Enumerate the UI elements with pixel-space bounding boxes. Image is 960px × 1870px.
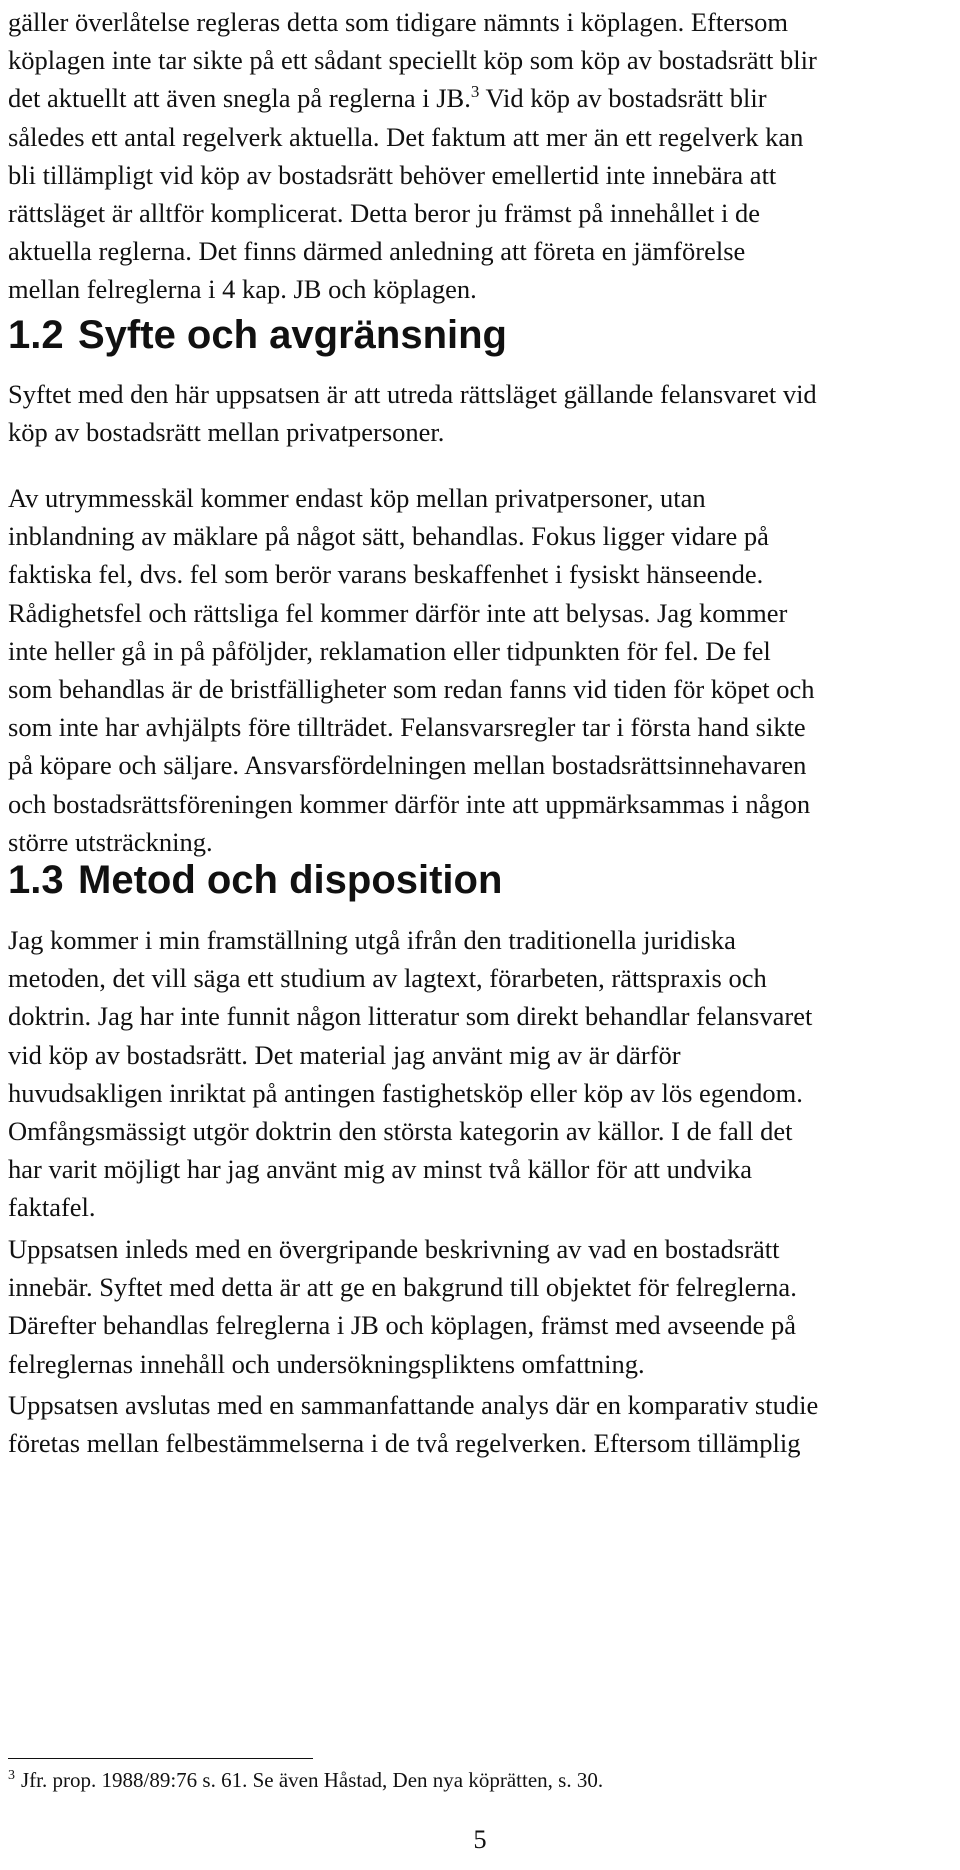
text-line: företas mellan felbestämmelserna i de två regelverken. Eftersom tillämplig (8, 1428, 801, 1459)
text-line: Jag kommer i min framställning utgå ifrån den traditionella juridiska (8, 925, 736, 955)
text-line: vid köp av bostadsrätt. Det material jag använt mig av är därför (8, 1039, 681, 1070)
text-line: köplagen inte tar sikte på ett sådant speciellt köp som köp av bostadsrätt blir (8, 45, 817, 76)
text-line: felreglernas innehåll och undersökningspliktens omfattning. (8, 1348, 645, 1379)
text-line: köp av bostadsrätt mellan privatpersoner. (8, 417, 445, 448)
text-line: faktiska fel, dvs. fel som berör varans beskaffenhet i fysiskt hänseende. (8, 559, 764, 590)
text-line: Därefter behandlas felreglerna i JB och köplagen, främst med avseende på (8, 1310, 797, 1341)
text-line: doktrin. Jag har inte funnit någon litteratur som direkt behandlar felansvaret (8, 1001, 813, 1032)
text-line: som inte har avhjälpts före tillträdet. Felansvarsregler tar i första hand sikte (8, 712, 806, 743)
text-line: Uppsatsen avslutas med en sammanfattande analys där en komparativ studie (8, 1390, 819, 1420)
section-1-2-paragraph-1 (8, 375, 952, 451)
intro-paragraph (8, 3, 952, 309)
footnote-reference[interactable]: 3 (470, 82, 480, 102)
text-line: bli tillämpligt vid köp av bostadsrätt behöver emellertid inte innebära att (8, 159, 777, 190)
page-number: 5 (473, 1824, 487, 1854)
text-line: som behandlas är de bristfälligheter som redan fanns vid tiden för köpet och (8, 674, 815, 705)
text-line: Uppsatsen inleds med en övergripande beskrivning av vad en bostadsrätt (8, 1234, 780, 1264)
text-line: större utsträckning. (8, 826, 213, 857)
text-line: på köpare och säljare. Ansvarsfördelningen mellan bostadsrättsinnehavaren (8, 750, 807, 781)
text-line: har varit möjligt har jag använt mig av minst två källor för att undvika (8, 1154, 753, 1185)
text-line: huvudsakligen inriktat på antingen fastighetsköp eller köp av lös egendom. (8, 1077, 803, 1108)
text-line: mellan felreglerna i 4 kap. JB och köplagen. (8, 274, 477, 305)
text-line: Omfångsmässigt utgör doktrin den största kategorin av källor. I de fall det (8, 1116, 793, 1147)
text-line: metoden, det vill säga ett studium av lagtext, förarbeten, rättspraxis och (8, 963, 767, 994)
text-line: således ett antal regelverk aktuella. Det faktum att mer än ett regelverk kan (8, 121, 804, 152)
section-heading-1-3 (8, 856, 502, 904)
section-number: 1.2 (8, 313, 64, 357)
text-line-with-footnote-ref: det aktuellt att även snegla på reglerna i JB.$^3$ Vid köp av bostadsrätt blir (8, 82, 767, 114)
text-line: aktuella reglerna. Det finns därmed anledning att företa en jämförelse (8, 236, 746, 267)
text-line: faktafel. (8, 1192, 96, 1223)
text-line: Av utrymmesskäl kommer endast köp mellan privatpersoner, utan (8, 483, 706, 513)
footnote-separator (8, 1758, 313, 1759)
section-1-3-paragraph-1 (8, 921, 952, 1227)
section-number: 1.3 (8, 858, 64, 902)
footnote-marker: 3 (8, 1768, 15, 1783)
text-line: rättsläget är alltför komplicerat. Detta beror ju främst på innehållet i de (8, 198, 761, 229)
section-1-2-paragraph-2 (8, 479, 952, 861)
section-title: Syfte och avgränsning (78, 313, 507, 357)
section-1-3-paragraph-3 (8, 1386, 952, 1462)
text-line: gäller överlåtelse regleras detta som tidigare nämnts i köplagen. Eftersom (8, 7, 789, 37)
text-line: inte heller gå in på påföljder, reklamation eller tidpunkten för fel. De fel (8, 635, 771, 666)
text-line: inblandning av mäklare på något sätt, behandlas. Fokus ligger vidare på (8, 521, 769, 552)
text-line: Rådighetsfel och rättsliga fel kommer därför inte att belysas. Jag kommer (8, 597, 788, 628)
text-line: Syftet med den här uppsatsen är att utreda rättsläget gällande felansvaret vid (8, 379, 817, 409)
text-line: innebär. Syftet med detta är att ge en bakgrund till objektet för felreglerna. (8, 1272, 797, 1303)
footnote-text: Jfr. prop. 1988/89:76 s. 61. Se även Håstad, Den nya köprätten, s. 30. (21, 1768, 604, 1792)
section-title: Metod och disposition (78, 858, 503, 902)
section-1-3-paragraph-2 (8, 1230, 952, 1383)
footnote (8, 1766, 603, 1794)
section-heading-1-2 (8, 311, 507, 359)
text-line: och bostadsrättsföreningen kommer därför inte att uppmärksammas i någon (8, 788, 811, 819)
